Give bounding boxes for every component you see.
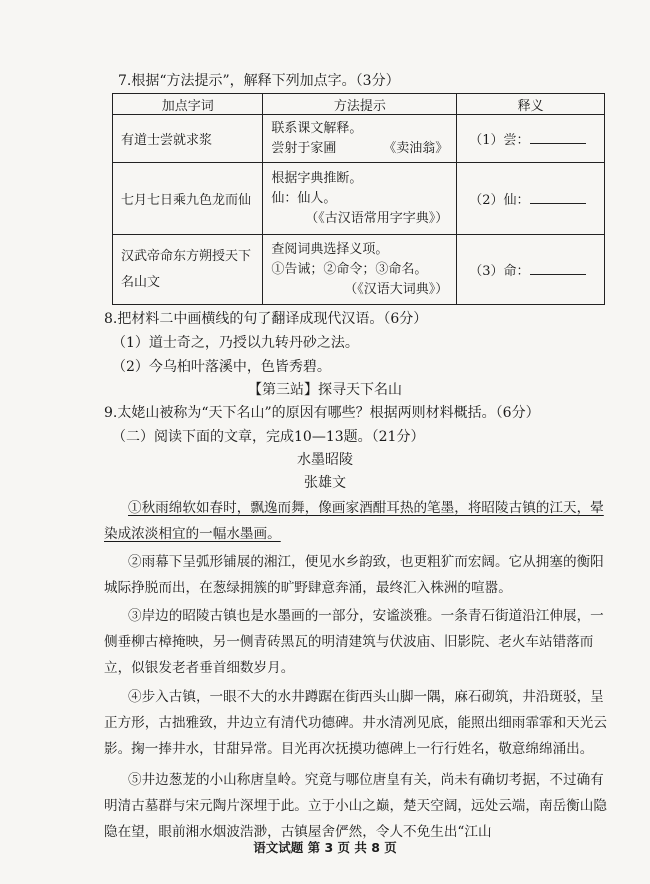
row2-hint-line2: 仙：仙人。 [271, 190, 337, 206]
page-footer: 语文试题 第 3 页 共 8 页 [253, 840, 397, 855]
table-row [113, 163, 605, 235]
header-word: 加点字词 [113, 94, 263, 115]
section-2-instructions: （二）阅读下面的文章，完成10—13题。（21分） [112, 429, 425, 445]
article-author: 张雄文 [304, 475, 346, 491]
table-header-row [113, 94, 605, 115]
row1-answer-label: （1）尝： [469, 133, 530, 148]
table-row [113, 115, 605, 163]
question-8-item-1: （1）道士奇之，乃授以九转丹砂之法。 [112, 335, 359, 351]
row1-source: 《卖油翁》 [383, 140, 449, 156]
row2-source: （《古汉语常用字字典》） [305, 210, 449, 226]
article-paragraph-2: ②雨幕下呈弧形铺展的湘江，便见水乡韵致，也更粗犷而宏阔。它从拥塞的衡阳城际挣脱而出，在葱绿拥簇的旷野肆意奔涌，最终汇入株洲的喧嚣。 [104, 554, 604, 596]
row1-answer-blank[interactable] [530, 131, 586, 144]
row3-word-line1: 汉武帝命东方朔授天下 [121, 248, 252, 264]
article-paragraph-3: ③岸边的昭陵古镇也是水墨画的一部分，安谧淡雅。一条青石街道沿江伸展，一侧垂柳古樟掩映，另一侧青砖黑瓦的明清建筑与伏波庙、旧影院、老火车站错落而立，似银发老者垂首细数岁月。 [104, 608, 604, 676]
question-7-prompt: 7.根据“方法提示”，解释下列加点字。（3分） [118, 73, 400, 89]
row1-hint-line2: 尝射于家圃 [271, 140, 337, 156]
question-8-item-2: （2）今乌桕叶落溪中，色皆秀碧。 [112, 359, 331, 375]
header-hint: 方法提示 [263, 94, 457, 115]
row3-word-line2: 名山文 [121, 274, 161, 290]
row1-hint-line1: 联系课文解释。 [271, 120, 363, 136]
article-paragraph-5: ⑤井边葱茏的小山称唐皇岭。究竟与哪位唐皇有关，尚未有确切考据，不过确有明清古墓群与宋元陶片深埋于此。立于小山之巅，楚天空阔，远处云端，南岳衡山隐隐在望，眼前湘水烟波浩渺，古镇屋舍俨然，令人不免生出“江山 [104, 772, 607, 840]
station-3-heading: 【第三站】探寻天下名山 [248, 382, 402, 398]
row3-answer-blank[interactable] [530, 262, 586, 275]
table-row [113, 235, 605, 305]
row3-hint-line1: 查阅词典选择义项。 [271, 241, 389, 257]
article-paragraph-4: ④步入古镇，一眼不大的水井蹲踞在街西头山脚一隅，麻石砌筑，井沿斑驳，呈正方形，古拙雅致，井边立有清代功德碑。井水清冽见底，能照出细雨霏霏和天光云影。掬一捧井水，甘甜异常。目光再次抚摸功德碑上一行行姓名，敬意绵绵涌出。 [104, 689, 607, 757]
row2-answer-label: （2）仙： [469, 193, 530, 208]
row3-hint-line2: ①告诫；②命令；③命名。 [271, 261, 428, 277]
row2-hint-line1: 根据字典推断。 [271, 170, 363, 186]
row1-word: 有道士尝就求浆 [113, 115, 263, 163]
row2-answer-blank[interactable] [530, 191, 586, 204]
article-title: 水墨昭陵 [297, 452, 353, 468]
header-meaning: 释义 [457, 94, 605, 115]
row3-answer-label: （3）命： [469, 264, 530, 279]
method-table [112, 93, 605, 305]
article-paragraph-1: ①秋雨绵软如春时，飘逸而舞，像画家酒酣耳热的笔墨，将昭陵古镇的江天，晕染成浓淡相宜的一幅水墨画。 [104, 500, 604, 542]
question-9-prompt: 9.太姥山被称为“天下名山”的原因有哪些？根据两则材料概括。（6分） [104, 405, 540, 421]
question-8-prompt: 8.把材料二中画横线的句了翻译成现代汉语。（6分） [104, 311, 428, 327]
row3-source: （《汉语大词典》） [344, 281, 449, 297]
row2-word: 七月七日乘九色龙而仙 [113, 163, 263, 235]
